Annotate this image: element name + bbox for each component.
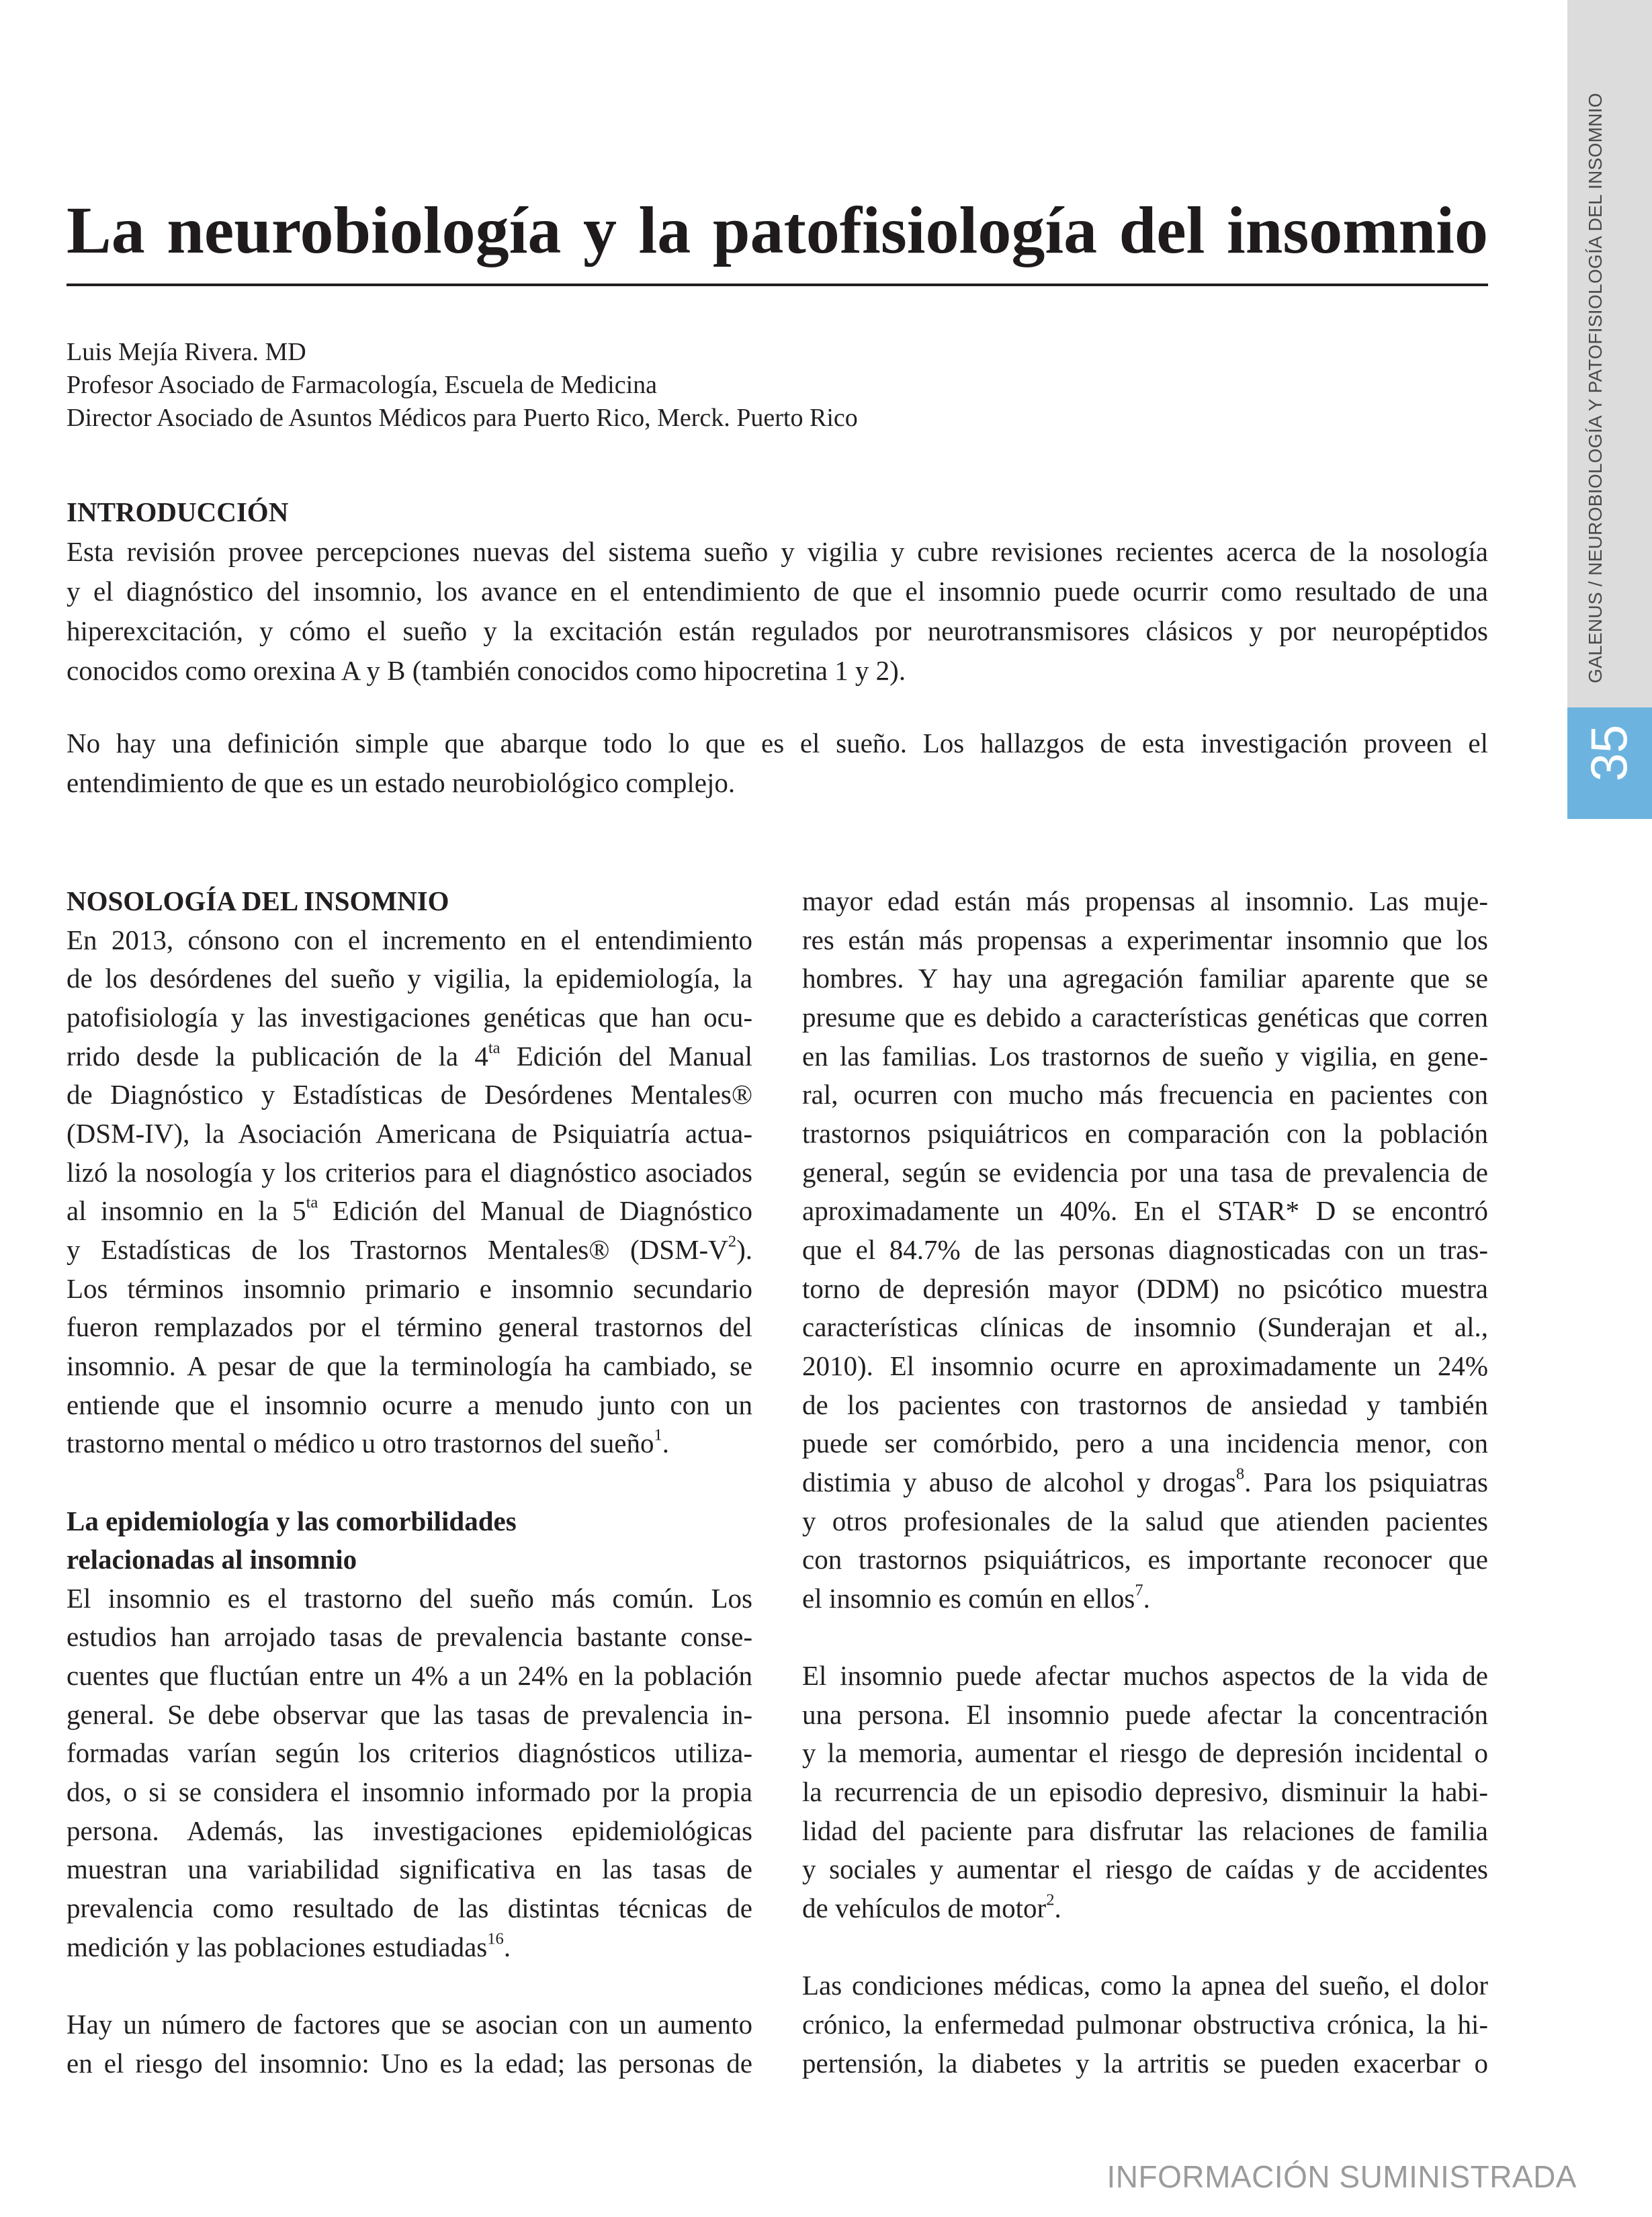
line-text: . bbox=[1054, 1893, 1061, 1924]
subsection-heading: relacionadas al insomnio bbox=[67, 1544, 357, 1575]
author-block bbox=[67, 336, 1488, 435]
paragraph-line: insomnio. A pesar de que la terminología ha cambiado, se bbox=[67, 1350, 752, 1381]
paragraph-line: hiperexcitación, y cómo el sueño y la excitación están regulados por neurotransmisores clásicos y por neuropéptidos bbox=[67, 615, 1488, 646]
paragraph-line bbox=[67, 1424, 752, 1463]
paragraph-gap bbox=[802, 1618, 1488, 1657]
line-text: Edición del Manual de Diagnóstico bbox=[318, 1195, 753, 1227]
superscript: ta bbox=[306, 1193, 318, 1212]
paragraph-gap bbox=[67, 1463, 752, 1502]
line-text: ). bbox=[736, 1233, 752, 1265]
superscript: ta bbox=[488, 1039, 501, 1057]
paragraph-line: una persona. El insomnio puede afectar la concentración bbox=[802, 1698, 1488, 1730]
superscript: 8 bbox=[1235, 1465, 1245, 1483]
line-text: rrido desde la publicación de la 4 bbox=[67, 1040, 488, 1072]
right-column bbox=[802, 882, 1488, 2083]
paragraph-line: con trastornos psiquiátricos, es importante reconocer que bbox=[802, 1544, 1488, 1575]
paragraph-line: En 2013, cónsono con el incremento en el entendimiento bbox=[67, 924, 752, 955]
paragraph-line: y el diagnóstico del insomnio, los avance en el entendimiento de que el insomnio puede ocurrir como resultado de una bbox=[67, 576, 1488, 607]
superscript: 2 bbox=[728, 1232, 737, 1251]
paragraph-line bbox=[802, 1463, 1488, 1502]
paragraph-line: en las familias. Los trastornos de sueño y vigilia, en gene- bbox=[802, 1040, 1488, 1072]
superscript: 1 bbox=[654, 1426, 662, 1444]
paragraph-line: que el 84.7% de las personas diagnosticadas con un tras- bbox=[802, 1233, 1488, 1265]
paragraph-line bbox=[67, 1928, 752, 1967]
paragraph-line: de los pacientes con trastornos de ansiedad y también bbox=[802, 1389, 1488, 1420]
author-position: Profesor Asociado de Farmacología, Escuela de Medicina bbox=[67, 371, 657, 399]
paragraph-line: hombres. Y hay una agregación familiar aparente que se bbox=[802, 963, 1488, 994]
paragraph-line: formadas varían según los criterios diagnósticos utiliza- bbox=[67, 1737, 752, 1769]
paragraph-line: puede ser comórbido, pero a una incidencia menor, con bbox=[802, 1428, 1488, 1459]
paragraph-line: crónico, la enfermedad pulmonar obstructiva crónica, la hi- bbox=[802, 2009, 1488, 2040]
line-text: . bbox=[503, 1931, 511, 1962]
line-text: y Estadísticas de los Trastornos Mentales® (DSM-V bbox=[67, 1233, 728, 1265]
line-text: de vehículos de motor bbox=[802, 1893, 1047, 1924]
author-affiliation: Director Asociado de Asuntos Médicos para Puerto Rico, Merck. Puerto Rico bbox=[67, 404, 858, 432]
line-text: . bbox=[662, 1428, 670, 1459]
line-text: trastorno mental o médico u otro trastornos del sueño bbox=[67, 1428, 654, 1459]
paragraph-line: Hay un número de factores que se asocian con un aumento bbox=[67, 2009, 752, 2040]
paragraph-line: de Diagnóstico y Estadísticas de Desórdenes Mentales® bbox=[67, 1079, 752, 1111]
line-text: distimia y abuso de alcohol y drogas bbox=[802, 1466, 1236, 1497]
paragraph-line: fueron remplazados por el término general trastornos del bbox=[67, 1311, 752, 1343]
paragraph-line: El insomnio puede afectar muchos aspectos de la vida de bbox=[802, 1660, 1488, 1692]
paragraph-line: presume que es debido a características genéticas que corren bbox=[802, 1001, 1488, 1033]
paragraph-line bbox=[802, 1889, 1488, 1928]
paragraph-line: cuentes que fluctúan entre un 4% a un 24% en la población bbox=[67, 1660, 752, 1692]
line-text: el insomnio es común en ellos bbox=[802, 1582, 1135, 1614]
left-column bbox=[67, 882, 752, 2083]
paragraph-line: Las condiciones médicas, como la apnea del sueño, el dolor bbox=[802, 1970, 1488, 2001]
paragraph-line bbox=[802, 1579, 1488, 1618]
running-head: GALENUS / NEUROBIOLOGÍA Y PATOFISIOLOGÍA DEL INSOMNIO bbox=[1585, 93, 1606, 683]
paragraph-line bbox=[67, 1037, 752, 1076]
paragraph-line: El insomnio es el trastorno del sueño más común. Los bbox=[67, 1582, 752, 1614]
line-text: . Para los psiquiatras bbox=[1244, 1466, 1488, 1497]
paragraph-line: en el riesgo del insomnio: Uno es la edad; las personas de bbox=[67, 2047, 752, 2079]
paragraph-gap bbox=[802, 1928, 1488, 1967]
paragraph-line: pertensión, la diabetes y la artritis se pueden exacerbar o bbox=[802, 2047, 1488, 2079]
paragraph-line: conocidos como orexina A y B (también conocidos como hipocretina 1 y 2). bbox=[67, 655, 906, 686]
paragraph-line: entiende que el insomnio ocurre a menudo junto con un bbox=[67, 1389, 752, 1420]
introduction-heading-block bbox=[67, 492, 1488, 532]
title-rule bbox=[67, 284, 1488, 286]
paragraph-line: torno de depresión mayor (DDM) no psicótico muestra bbox=[802, 1272, 1488, 1304]
paragraph-line: prevalencia como resultado de las distintas técnicas de bbox=[67, 1893, 752, 1924]
paragraph-line: estudios han arrojado tasas de prevalencia bastante conse- bbox=[67, 1621, 752, 1653]
superscript: 7 bbox=[1135, 1581, 1143, 1600]
paragraph-line: y otros profesionales de la salud que atienden pacientes bbox=[802, 1505, 1488, 1536]
paragraph-line bbox=[67, 1192, 752, 1231]
paragraph-line: aproximadamente un 40%. En el STAR* D se encontró bbox=[802, 1195, 1488, 1227]
paragraph-line: y sociales y aumentar el riesgo de caídas y de accidentes bbox=[802, 1854, 1488, 1885]
paragraph-line: dos, o si se considera el insomnio informado por la propia bbox=[67, 1776, 752, 1808]
author-name: Luis Mejía Rivera. MD bbox=[67, 338, 306, 366]
superscript: 16 bbox=[487, 1929, 504, 1948]
paragraph-line: entendimiento de que es un estado neurobiológico complejo. bbox=[67, 767, 736, 798]
superscript: 2 bbox=[1046, 1890, 1055, 1909]
paragraph-line: general. Se debe observar que las tasas de prevalencia in- bbox=[67, 1698, 752, 1730]
subsection-heading: La epidemiología y las comorbilidades bbox=[67, 1505, 517, 1536]
line-text: medición y las poblaciones estudiadas bbox=[67, 1931, 488, 1962]
section-heading: INTRODUCCIÓN bbox=[67, 496, 289, 527]
paragraph-line: No hay una definición simple que abarque todo lo que es el sueño. Los hallazgos de esta investigación proveen el bbox=[67, 728, 1488, 758]
article-title: La neurobiología y la patofisiología del insomnio bbox=[67, 193, 1488, 267]
section-heading: NOSOLOGÍA DEL INSOMNIO bbox=[67, 885, 449, 916]
line-text: . bbox=[1143, 1582, 1150, 1614]
paragraph-line: mayor edad están más propensas al insomnio. Las muje- bbox=[802, 885, 1488, 916]
paragraph-line: de los desórdenes del sueño y vigilia, la epidemiología, la bbox=[67, 963, 752, 994]
side-tab-band bbox=[1567, 0, 1652, 707]
page-number-tab bbox=[1567, 707, 1652, 819]
paragraph-gap bbox=[67, 1966, 752, 2005]
paragraph-line: ral, ocurren con mucho más frecuencia en pacientes con bbox=[802, 1079, 1488, 1111]
paragraph-line: general, según se evidencia por una tasa de prevalencia de bbox=[802, 1156, 1488, 1188]
introduction-paragraph bbox=[67, 532, 1488, 691]
paragraph-line: trastornos psiquiátricos en comparación con la población bbox=[802, 1117, 1488, 1149]
introduction-paragraph bbox=[67, 724, 1488, 803]
paragraph-line bbox=[67, 1231, 752, 1270]
line-text: al insomnio en la 5 bbox=[67, 1195, 306, 1227]
paragraph-line: res están más propensas a experimentar insomnio que los bbox=[802, 924, 1488, 955]
paragraph-line: 2010). El insomnio ocurre en aproximadamente un 24% bbox=[802, 1350, 1488, 1381]
paragraph-line: características clínicas de insomnio (Sunderajan et al., bbox=[802, 1311, 1488, 1343]
paragraph-line: lizó la nosología y los criterios para el diagnóstico asociados bbox=[67, 1156, 752, 1188]
paragraph-line: Los términos insomnio primario e insomnio secundario bbox=[67, 1272, 752, 1304]
paragraph-line: lidad del paciente para disfrutar las relaciones de familia bbox=[802, 1815, 1488, 1846]
line-text: Edición del Manual bbox=[500, 1040, 752, 1072]
paragraph-line: persona. Además, las investigaciones epidemiológicas bbox=[67, 1815, 752, 1846]
paragraph-line: patofisiología y las investigaciones genéticas que han ocu- bbox=[67, 1001, 752, 1033]
paragraph-line: Esta revisión provee percepciones nuevas del sistema sueño y vigilia y cubre revisiones recientes acerca de la nosología bbox=[67, 536, 1488, 567]
paragraph-line: la recurrencia de un episodio depresivo, disminuir la habi- bbox=[802, 1776, 1488, 1808]
paragraph-line: y la memoria, aumentar el riesgo de depresión incidental o bbox=[802, 1737, 1488, 1769]
paragraph-line: muestran una variabilidad significativa en las tasas de bbox=[67, 1854, 752, 1885]
footer-label: INFORMACIÓN SUMINISTRADA bbox=[1106, 2159, 1577, 2194]
page-number: 35 bbox=[1580, 724, 1638, 782]
paragraph-line: (DSM-IV), la Asociación Americana de Psiquiatría actua- bbox=[67, 1117, 752, 1149]
